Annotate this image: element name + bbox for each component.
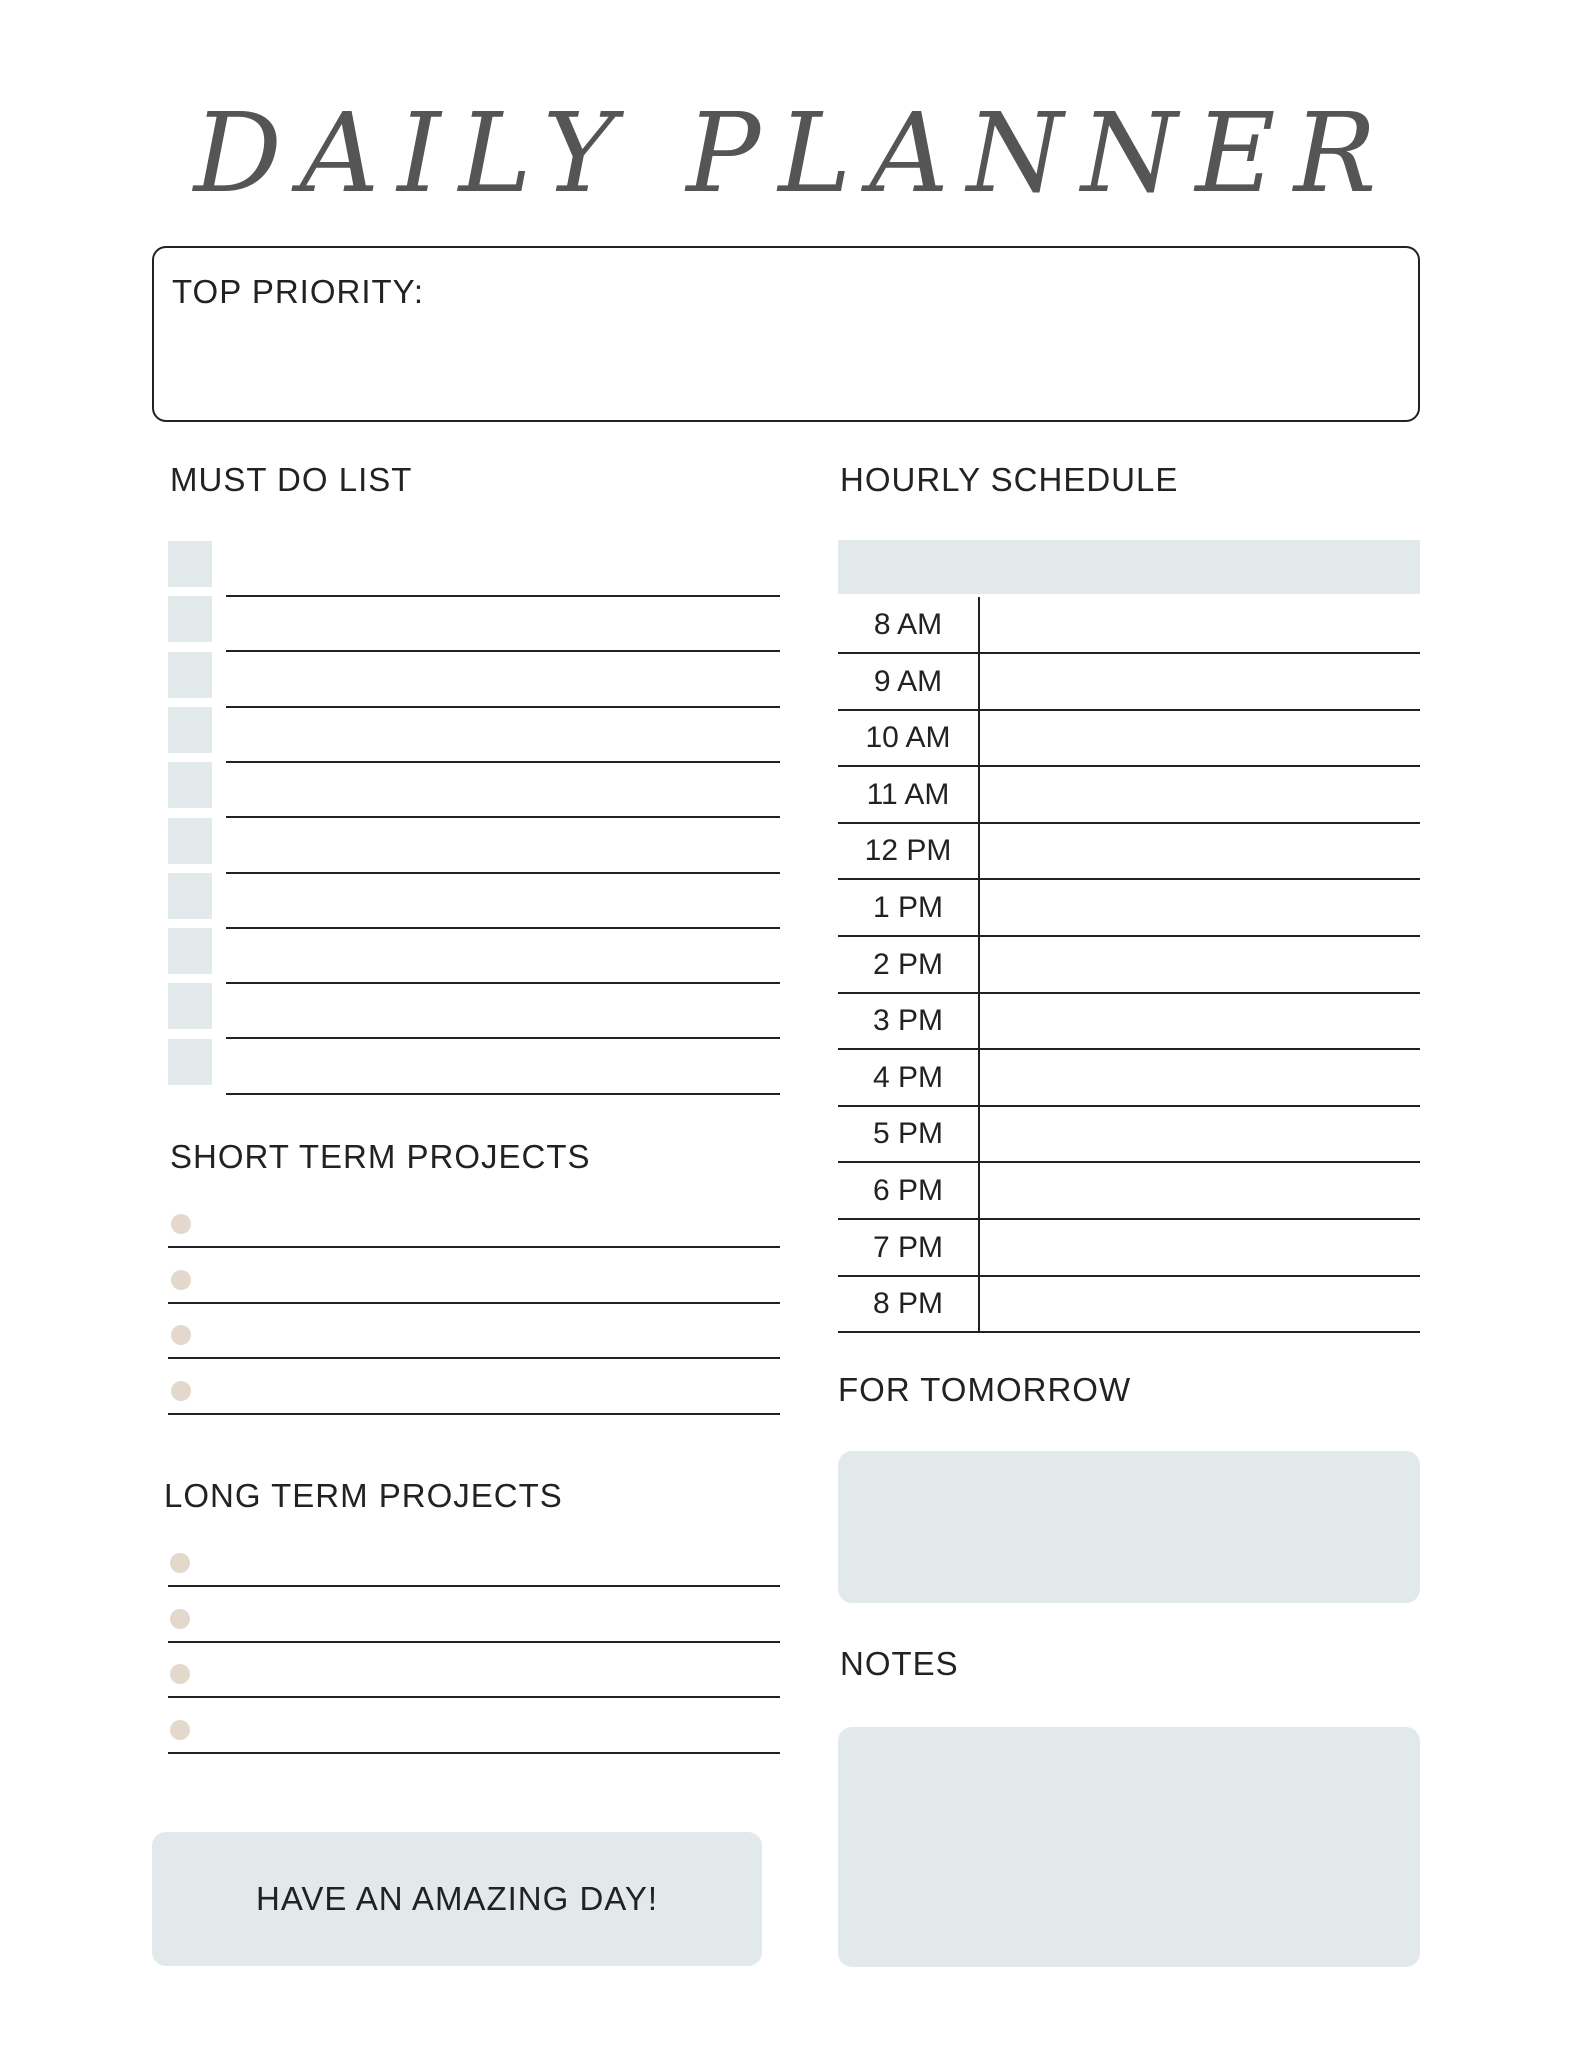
must-do-heading: MUST DO LIST (170, 461, 413, 498)
schedule-row[interactable] (838, 597, 1420, 654)
schedule-heading: HOURLY SCHEDULE (840, 461, 1179, 498)
must-do-checkbox[interactable] (168, 652, 212, 698)
schedule-time-label: 6 PM (838, 1163, 980, 1218)
footer-banner (152, 1832, 762, 1966)
must-do-checkbox[interactable] (168, 873, 212, 919)
must-do-line[interactable] (226, 816, 780, 818)
notes-heading: NOTES (840, 1645, 959, 1682)
schedule-row[interactable] (838, 880, 1420, 937)
long-term-line[interactable] (168, 1585, 780, 1587)
long-term-bullet (170, 1553, 190, 1573)
schedule-row[interactable] (838, 1163, 1420, 1220)
schedule-time-label: 12 PM (838, 823, 980, 878)
long-term-bullet (170, 1720, 190, 1740)
must-do-line[interactable] (226, 761, 780, 763)
short-term-line[interactable] (168, 1302, 780, 1304)
long-term-bullet (170, 1609, 190, 1629)
schedule-time-label: 10 AM (838, 710, 980, 765)
must-do-checkbox[interactable] (168, 928, 212, 974)
long-term-heading: LONG TERM PROJECTS (164, 1477, 563, 1514)
short-term-line[interactable] (168, 1413, 780, 1415)
schedule-row[interactable] (838, 1276, 1420, 1333)
top-priority-box[interactable] (152, 246, 1420, 422)
schedule-row[interactable] (838, 767, 1420, 824)
short-term-bullet (171, 1381, 191, 1401)
schedule-row[interactable] (838, 937, 1420, 994)
long-term-line[interactable] (168, 1752, 780, 1754)
must-do-checkbox[interactable] (168, 1039, 212, 1085)
must-do-line[interactable] (226, 1037, 780, 1039)
short-term-line[interactable] (168, 1357, 780, 1359)
schedule-row[interactable] (838, 1220, 1420, 1277)
schedule-header-bar (838, 540, 1420, 594)
short-term-bullet (171, 1214, 191, 1234)
must-do-checkbox[interactable] (168, 541, 212, 587)
must-do-line[interactable] (226, 595, 780, 597)
must-do-line[interactable] (226, 872, 780, 874)
short-term-heading: SHORT TERM PROJECTS (170, 1138, 591, 1175)
must-do-line[interactable] (226, 1093, 780, 1095)
schedule-row[interactable] (838, 1050, 1420, 1107)
must-do-line[interactable] (226, 927, 780, 929)
must-do-line[interactable] (226, 706, 780, 708)
for-tomorrow-heading: FOR TOMORROW (838, 1371, 1132, 1408)
must-do-checkbox[interactable] (168, 596, 212, 642)
must-do-checkbox[interactable] (168, 983, 212, 1029)
schedule-time-label: 1 PM (838, 880, 980, 935)
schedule-row[interactable] (838, 654, 1420, 711)
long-term-line[interactable] (168, 1696, 780, 1698)
short-term-bullet (171, 1325, 191, 1345)
schedule-time-label: 2 PM (838, 937, 980, 992)
schedule-time-label: 7 PM (838, 1220, 980, 1275)
must-do-line[interactable] (226, 982, 780, 984)
must-do-checkbox[interactable] (168, 818, 212, 864)
schedule-time-label: 4 PM (838, 1050, 980, 1105)
schedule-row[interactable] (838, 710, 1420, 767)
schedule-time-label: 3 PM (838, 993, 980, 1048)
page-title: DAILY PLANNER (193, 89, 1395, 217)
schedule-time-label: 8 AM (838, 597, 980, 652)
schedule-time-label: 11 AM (838, 767, 980, 822)
must-do-checkbox[interactable] (168, 707, 212, 753)
schedule-time-label: 8 PM (838, 1276, 980, 1331)
top-priority-label: TOP PRIORITY: (172, 273, 425, 310)
schedule-row[interactable] (838, 1106, 1420, 1163)
long-term-bullet (170, 1664, 190, 1684)
must-do-line[interactable] (226, 650, 780, 652)
short-term-bullet (171, 1270, 191, 1290)
notes-box[interactable] (838, 1727, 1420, 1967)
must-do-checkbox[interactable] (168, 762, 212, 808)
schedule-row[interactable] (838, 823, 1420, 880)
short-term-line[interactable] (168, 1246, 780, 1248)
footer-message: HAVE AN AMAZING DAY! (255, 1880, 659, 1917)
schedule-time-label: 5 PM (838, 1106, 980, 1161)
schedule-row[interactable] (838, 993, 1420, 1050)
schedule-time-label: 9 AM (838, 654, 980, 709)
for-tomorrow-box[interactable] (838, 1451, 1420, 1603)
long-term-line[interactable] (168, 1641, 780, 1643)
